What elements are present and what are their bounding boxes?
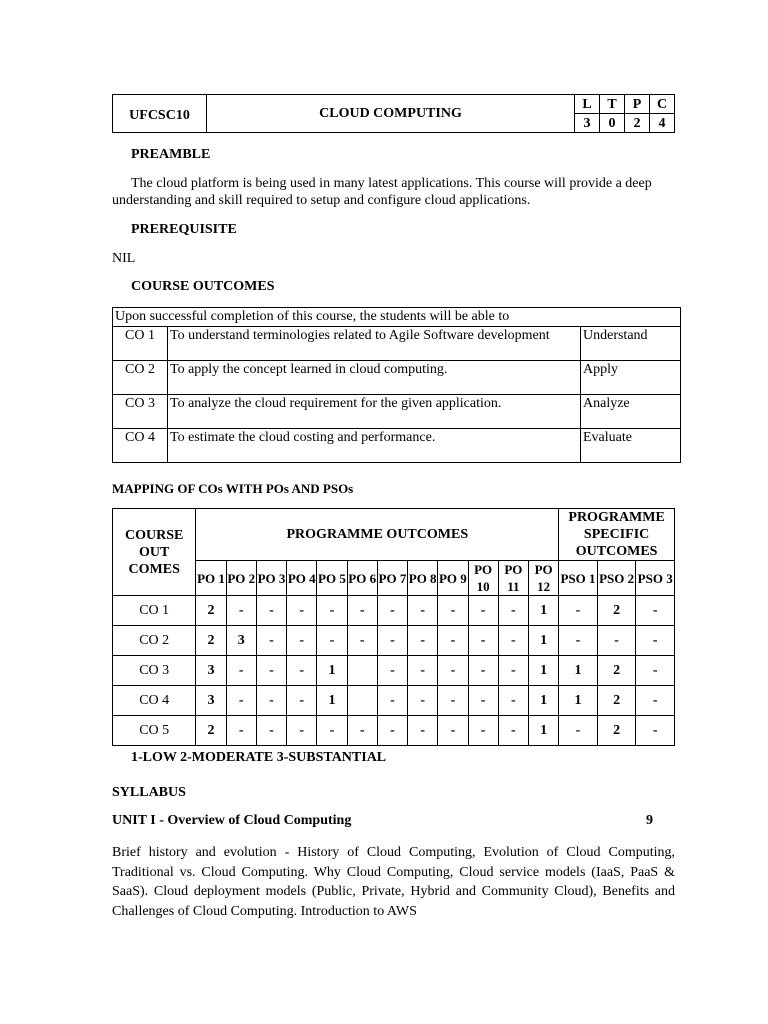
mapping-cell [347, 656, 377, 686]
po-label: PO 1 [196, 561, 226, 596]
mapping-cell: - [468, 716, 498, 746]
mapping-cell: - [498, 656, 528, 686]
mapping-cell: - [287, 716, 317, 746]
mapping-cell: - [408, 626, 438, 656]
ltpc-label-l: L [575, 95, 600, 114]
mapping-cell: - [468, 626, 498, 656]
course-code: UFCSC10 [113, 95, 207, 133]
mapping-cell: 2 [196, 626, 226, 656]
mapping-cell: - [377, 686, 407, 716]
mapping-cell: - [408, 686, 438, 716]
mapping-cell: - [438, 686, 468, 716]
course-header-table [112, 94, 675, 133]
mapping-cell: - [438, 596, 468, 626]
mapping-cell: 2 [196, 596, 226, 626]
mapping-cell: - [468, 596, 498, 626]
mapping-cell: 3 [196, 686, 226, 716]
ltpc-value-t: 0 [600, 114, 625, 133]
syllabus-heading: SYLLABUS [112, 785, 186, 800]
ltpc-label-t: T [600, 95, 625, 114]
table-row [113, 327, 681, 361]
prerequisite-heading: PREREQUISITE [131, 222, 237, 237]
mapping-cell: - [636, 716, 675, 746]
programme-specific-outcomes-header: PROGRAMME SPECIFIC OUTCOMES [559, 509, 675, 561]
mapping-cell: - [377, 656, 407, 686]
mapping-cell: - [226, 596, 256, 626]
ltpc-label-p: P [625, 95, 650, 114]
mapping-co-id: CO 2 [113, 626, 196, 656]
mapping-cell: - [256, 686, 286, 716]
table-row [113, 716, 675, 746]
mapping-cell: - [377, 716, 407, 746]
mapping-cell: - [498, 626, 528, 656]
pso-label: PSO 1 [559, 561, 598, 596]
mapping-cell: - [408, 656, 438, 686]
mapping-cell: - [256, 656, 286, 686]
mapping-cell: - [347, 596, 377, 626]
course-outcomes-heading: COURSE OUTCOMES [131, 279, 275, 294]
table-row [113, 596, 675, 626]
mapping-heading: MAPPING OF COs WITH POs AND PSOs [112, 481, 354, 496]
course-title: CLOUD COMPUTING [207, 95, 575, 133]
unit-hours: 9 [646, 813, 653, 828]
mapping-cell: - [287, 596, 317, 626]
ltpc-value-c: 4 [650, 114, 675, 133]
mapping-cell: 2 [597, 656, 636, 686]
mapping-cell: - [636, 656, 675, 686]
mapping-cell: - [377, 626, 407, 656]
course-outcomes-intro: Upon successful completion of this course, the students will be able to [113, 308, 681, 327]
unit-text: Brief history and evolution - History of Cloud Computing, Evolution of Cloud Computing, Traditional vs. Cloud Computing. Why Cloud Computing, Cloud service models (IaaS, PaaS & SaaS). Cloud deployment models (Public, Private, Hybrid and Community Cloud), Benefits and Challenges of Cloud Computing. Introduction to AWS [112, 845, 675, 919]
mapping-cell: - [438, 626, 468, 656]
mapping-cell: - [559, 596, 598, 626]
mapping-cell: - [287, 686, 317, 716]
preamble-text: The cloud platform is being used in many latest applications. This course will provide a deep understanding and skill required to setup and configure cloud applications. [112, 176, 652, 208]
co-id: CO 4 [113, 429, 168, 463]
course-out-comes-header: COURSE OUT COMES [113, 509, 196, 596]
mapping-cell: - [468, 686, 498, 716]
co-description: To analyze the cloud requirement for the given application. [168, 395, 581, 429]
table-row [113, 395, 681, 429]
po-label: PO 3 [256, 561, 286, 596]
mapping-cell: - [408, 716, 438, 746]
ltpc-value-p: 2 [625, 114, 650, 133]
mapping-cell: 1 [317, 686, 347, 716]
po-label: PO 2 [226, 561, 256, 596]
mapping-cell: - [226, 656, 256, 686]
mapping-cell: 1 [528, 626, 558, 656]
mapping-co-id: CO 5 [113, 716, 196, 746]
mapping-cell: 2 [196, 716, 226, 746]
mapping-cell: 2 [597, 716, 636, 746]
ltpc-value-l: 3 [575, 114, 600, 133]
prerequisite-text: NIL [112, 251, 136, 266]
co-id: CO 2 [113, 361, 168, 395]
po-label: PO 12 [528, 561, 558, 596]
mapping-cell: 3 [226, 626, 256, 656]
mapping-cell: - [347, 626, 377, 656]
pso-label: PSO 3 [636, 561, 675, 596]
po-label: PO 7 [377, 561, 407, 596]
mapping-table [112, 508, 675, 746]
table-row [113, 626, 675, 656]
ltpc-label-c: C [650, 95, 675, 114]
mapping-cell: 1 [559, 656, 598, 686]
mapping-co-id: CO 3 [113, 656, 196, 686]
co-level: Understand [581, 327, 681, 361]
po-label: PO 5 [317, 561, 347, 596]
mapping-cell: - [597, 626, 636, 656]
mapping-cell: - [317, 716, 347, 746]
pso-label: PSO 2 [597, 561, 636, 596]
co-description: To estimate the cloud costing and performance. [168, 429, 581, 463]
mapping-cell: - [438, 716, 468, 746]
table-row [113, 686, 675, 716]
mapping-cell: - [468, 656, 498, 686]
mapping-cell: 1 [528, 656, 558, 686]
mapping-cell: 1 [528, 716, 558, 746]
co-description: To understand terminologies related to Agile Software development [168, 327, 581, 361]
mapping-cell: - [498, 686, 528, 716]
mapping-cell: 2 [597, 686, 636, 716]
mapping-cell: - [256, 626, 286, 656]
mapping-cell [347, 686, 377, 716]
mapping-cell: - [636, 626, 675, 656]
mapping-legend: 1-LOW 2-MODERATE 3-SUBSTANTIAL [131, 750, 387, 765]
preamble-heading: PREAMBLE [131, 147, 211, 162]
po-label: PO 10 [468, 561, 498, 596]
mapping-cell: - [377, 596, 407, 626]
mapping-cell: - [636, 596, 675, 626]
co-level: Analyze [581, 395, 681, 429]
co-id: CO 3 [113, 395, 168, 429]
mapping-co-id: CO 4 [113, 686, 196, 716]
mapping-cell: 1 [528, 686, 558, 716]
programme-outcomes-header: PROGRAMME OUTCOMES [196, 509, 559, 561]
table-row [113, 656, 675, 686]
unit-title: UNIT I - Overview of Cloud Computing [112, 813, 352, 828]
co-id: CO 1 [113, 327, 168, 361]
mapping-cell: - [559, 626, 598, 656]
mapping-cell: - [317, 626, 347, 656]
mapping-cell: - [226, 716, 256, 746]
table-row [113, 429, 681, 463]
mapping-cell: - [636, 686, 675, 716]
co-level: Evaluate [581, 429, 681, 463]
po-label: PO 9 [438, 561, 468, 596]
mapping-cell: - [438, 656, 468, 686]
mapping-cell: - [287, 656, 317, 686]
mapping-cell: - [347, 716, 377, 746]
po-label: PO 6 [347, 561, 377, 596]
mapping-cell: - [256, 596, 286, 626]
co-description: To apply the concept learned in cloud computing. [168, 361, 581, 395]
mapping-co-id: CO 1 [113, 596, 196, 626]
po-label: PO 4 [287, 561, 317, 596]
po-label: PO 11 [498, 561, 528, 596]
po-label: PO 8 [408, 561, 438, 596]
mapping-cell: 1 [559, 686, 598, 716]
mapping-cell: - [317, 596, 347, 626]
mapping-cell: - [408, 596, 438, 626]
mapping-cell: - [498, 716, 528, 746]
co-level: Apply [581, 361, 681, 395]
mapping-cell: - [226, 686, 256, 716]
course-outcomes-table [112, 307, 681, 463]
table-row [113, 361, 681, 395]
mapping-cell: 2 [597, 596, 636, 626]
mapping-cell: 1 [317, 656, 347, 686]
mapping-cell: - [256, 716, 286, 746]
mapping-cell: - [498, 596, 528, 626]
mapping-cell: - [559, 716, 598, 746]
mapping-cell: 1 [528, 596, 558, 626]
mapping-cell: - [287, 626, 317, 656]
mapping-cell: 3 [196, 656, 226, 686]
